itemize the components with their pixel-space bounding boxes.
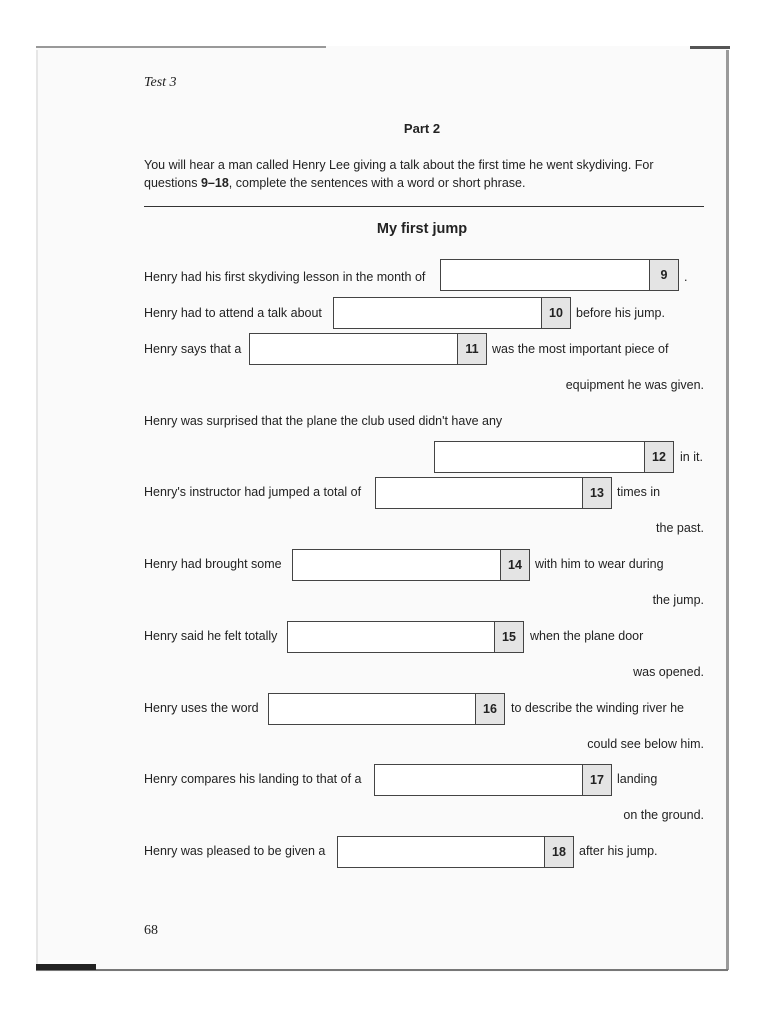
q17-continuation: on the ground.: [623, 808, 704, 822]
question-range: 9–18: [200, 176, 229, 190]
q18-after: after his jump.: [579, 844, 658, 858]
test-label: Test 3: [144, 75, 177, 90]
q10-number: 10: [541, 298, 570, 328]
q11-number: 11: [457, 334, 486, 364]
q14-prompt: Henry had brought some: [144, 557, 282, 571]
q13-number: 13: [582, 478, 611, 508]
q16-number: 16: [475, 694, 504, 724]
q12-number: 12: [644, 442, 673, 472]
page-edge-left: [36, 50, 38, 970]
q16-after: to describe the winding river he: [511, 701, 685, 715]
q17-prompt: Henry compares his landing to that of a: [144, 772, 362, 786]
q14-continuation: the jump.: [652, 593, 704, 607]
q10-after: before his jump.: [576, 306, 665, 320]
part-title: Part 2: [403, 121, 441, 136]
q13-prompt: Henry's instructor had jumped a total of: [144, 485, 362, 499]
q11-answer-box[interactable]: [249, 333, 487, 365]
q9-after: .: [684, 270, 688, 284]
q16-answer-box[interactable]: [268, 693, 505, 725]
q10-prompt: Henry had to attend a talk about: [144, 306, 322, 320]
q15-number: 15: [494, 622, 523, 652]
q18-number: 18: [544, 837, 573, 867]
q13-answer-box[interactable]: [375, 477, 612, 509]
q9-prompt: Henry had his first skydiving lesson in the month of: [144, 270, 426, 284]
q16-prompt: Henry uses the word: [144, 701, 259, 715]
q12-answer-box[interactable]: [434, 441, 674, 473]
q14-number: 14: [500, 550, 529, 580]
q13-continuation: the past.: [656, 521, 704, 535]
page-edge-bottom: [36, 969, 728, 971]
q16-continuation: could see below him.: [587, 737, 704, 751]
instructions-text-end: , complete the sentences with a word or short phrase.: [228, 176, 526, 190]
q12-after: in it.: [680, 450, 703, 464]
q13-after: times in: [617, 485, 661, 499]
q14-after: with him to wear during: [535, 557, 664, 571]
q17-after: landing: [617, 772, 658, 786]
q9-answer-box[interactable]: [440, 259, 679, 291]
instructions: [144, 156, 704, 192]
page-corner-top-right: [690, 46, 730, 49]
instructions-text-start: You will hear a man called Henry Lee giving a talk about the first time he went skydiving. For questions: [144, 158, 654, 190]
page-edge-top: [36, 46, 326, 48]
q15-answer-box[interactable]: [287, 621, 524, 653]
q10-answer-box[interactable]: [333, 297, 571, 329]
q15-continuation: was opened.: [633, 665, 704, 679]
q11-after: was the most important piece of: [492, 342, 669, 356]
q15-after: when the plane door: [530, 629, 644, 643]
q9-number: 9: [649, 260, 678, 290]
q15-prompt: Henry said he felt totally: [144, 629, 278, 643]
divider-rule: [144, 206, 704, 207]
q14-answer-box[interactable]: [292, 549, 530, 581]
page-corner-bottom-left: [36, 964, 96, 970]
q18-prompt: Henry was pleased to be given a: [144, 844, 326, 858]
q17-number: 17: [582, 765, 611, 795]
q11-continuation: equipment he was given.: [565, 378, 704, 392]
page-number: 68: [144, 923, 158, 938]
q12-prompt: Henry was surprised that the plane the club used didn't have any: [144, 414, 503, 428]
q11-prompt: Henry says that a: [144, 342, 242, 356]
page-edge-right: [726, 50, 729, 970]
section-title: My first jump: [376, 221, 468, 237]
q18-answer-box[interactable]: [337, 836, 574, 868]
q17-answer-box[interactable]: [374, 764, 612, 796]
